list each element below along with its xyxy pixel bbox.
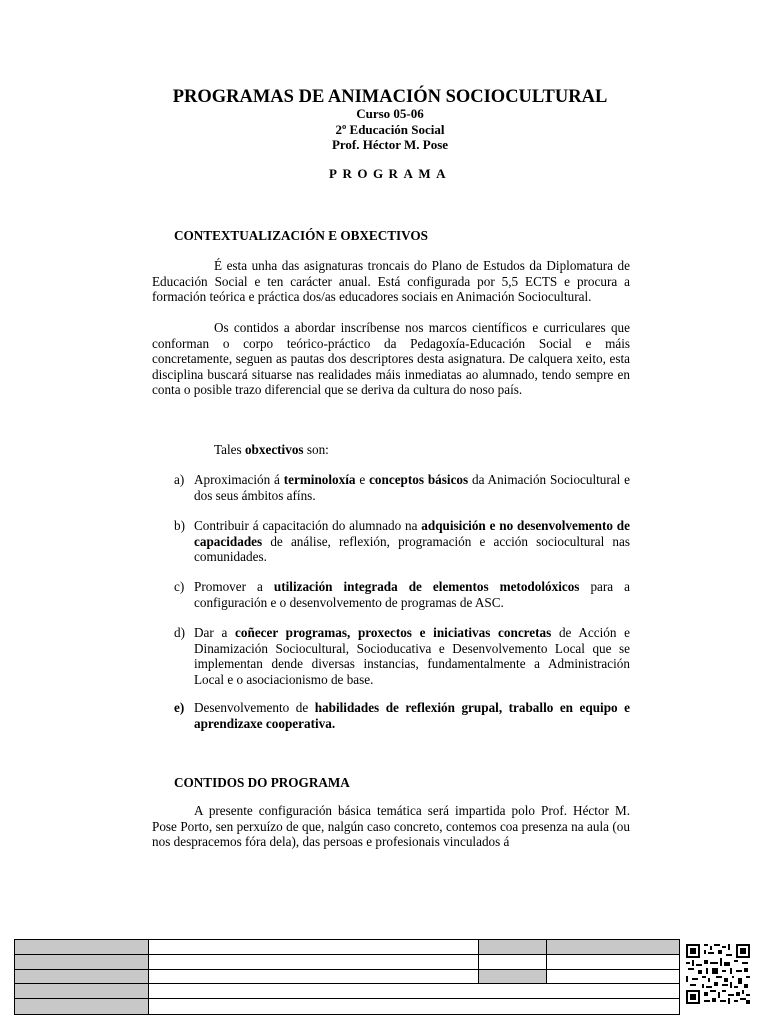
list-marker: a): [174, 472, 185, 487]
list-marker: c): [174, 579, 185, 594]
table-cell: [15, 955, 149, 970]
table-cell: [547, 955, 679, 970]
course-year: Curso 05-06: [356, 106, 424, 121]
professor-line: Prof. Héctor M. Pose: [331, 137, 449, 152]
list-item: c) Promover a utilización integrada de elementos metodolóxicos para a configuración e o desenvolvemento de programas de ASC.: [174, 579, 630, 610]
table-cell: [15, 970, 149, 984]
list-marker: e): [174, 700, 185, 715]
table-cell: [15, 940, 149, 955]
list-item: e) Desenvolvemento de habilidades de reflexión grupal, traballo en equipo e aprendizaxe cooperativa.: [174, 700, 631, 731]
table-cell: [149, 984, 679, 999]
paragraph-contents: Os contidos a abordar inscríbense nos marcos científicos e curriculares que conforman o corpo teórico-práctico da Pedagoxía-Educación Social e máis concretamente, seguen as pautas dos descriptores desta asignatura. De calquera xeito, esta disciplina buscará situarse nas realidades máis inmediatas ao alumnado, tendo sempre en conta o posible trazo diferencial que se deriva da cultura do noso país.: [152, 320, 630, 398]
table-cell: [547, 970, 679, 984]
programa-heading: PROGRAMA: [329, 166, 451, 181]
section-heading-context: CONTEXTUALIZACIÓN E OBXECTIVOS: [174, 228, 429, 243]
table-cell: [149, 970, 479, 984]
list-item: b) Contribuir á capacitación do alumnado na adquisición e no desenvolvemento de capacidades de análise, reflexión, programación e acción sociocultural nas comunidades.: [174, 518, 630, 565]
table-cell: [479, 940, 547, 955]
list-marker: b): [174, 518, 185, 533]
paragraph-intro: É esta unha das asignaturas troncais do Plano de Estudos da Diplomatura de Educación Social e ten carácter anual. Está configurada por 5,5 ECTS e procura a formación teórica e práctica dos/as educadores sociais en Animación Sociocultural.: [152, 258, 630, 305]
list-marker: d): [174, 625, 185, 640]
section-heading-contents: CONTIDOS DO PROGRAMA: [174, 775, 350, 790]
table-cell: [479, 955, 547, 970]
list-item: d) Dar a coñecer programas, proxectos e iniciativas concretas de Acción e Dinamización Sociocultural, Socioducativa e Desenvolvemento Local que se implementan dende diversas instancias, fundamentalmente a Administración Local e o asociacionismo de base.: [174, 625, 631, 687]
table-cell: [15, 984, 149, 999]
table-cell: [479, 970, 547, 984]
table-cell: [149, 955, 479, 970]
table-cell: [149, 940, 479, 955]
table-cell: [15, 999, 149, 1014]
qr-code-icon: [686, 944, 750, 1004]
paragraph-program-contents: A presente configuración básica temática será impartida polo Prof. Héctor M. Pose Porto, sen perxuízo de que, nalgún caso concreto, contemos coa presenza na aula (ou nos despracemos fóra dela), das persoas e profesionais vinculados á: [152, 803, 630, 850]
list-item: a) Aproximación á terminoloxía e conceptos básicos da Animación Sociocultural e dos seus ámbitos afíns.: [174, 472, 631, 503]
document-title: PROGRAMAS DE ANIMACIÓN SOCIOCULTURAL: [172, 87, 608, 107]
table-cell: [547, 940, 679, 955]
footer-form-table: [14, 939, 680, 1015]
paragraph-objectives-intro: Tales obxectivos son:: [214, 442, 329, 457]
table-cell: [149, 999, 679, 1014]
degree-line: 2º Educación Social: [335, 122, 445, 137]
